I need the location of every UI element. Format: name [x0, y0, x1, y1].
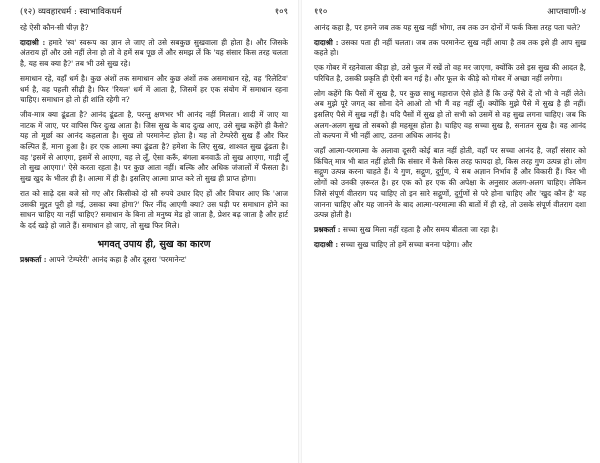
speaker-label: प्रश्नकर्ता :	[314, 224, 341, 234]
left-page-number: १०९	[274, 7, 288, 17]
right-page-number: ११०	[314, 7, 328, 17]
speaker-label: दादाश्री :	[20, 37, 46, 47]
speaker-label: दादाश्री :	[314, 37, 339, 47]
paragraph: एक गोबर में रहनेवाला कीड़ा हो, उसे फूल में रखें तो वह मर जाएगा, क्योंकि उसे इस सुख की आदत है, परिचित है, उसकी प्रकृति ही ऐसी बन गई है। और फूल के कीड़े को गोबर में अच्छा नहीं लगेगा।	[314, 63, 586, 83]
paragraph: दादाश्री : हमारे 'स्व' स्वरूप का ज्ञान ले जाए तो उसे सबकुछ सुखवाला ही होता है। और जिसके अंतराय हों और उसे नहीं लेना हो तो वे हमें सब पूछ लें और समझ लें कि 'यह संसार किस तरह चलता है, यह सब क्या है?' तब भी उसे सुख रहे।	[20, 37, 288, 69]
paragraph: रहे ऐसी कौन-सी चीज़ है?	[20, 23, 89, 32]
paragraph: प्रश्नकर्ता : सच्चा सुख मिला नहीं रहता है और समय बीतता जा रहा है।	[314, 224, 499, 234]
paragraph: जीव-मात्र क्या ढूंढता है? आनंद ढूंढता है, परन्तु क्षणभर भी आनंद नहीं मिलता। शादी में जाए या नाटक में जाए, पर वापिस फिर दुःख आता है। जिस सुख के बाद दुःख आए, उसे सुख कहेंगे ही कैसे? यह तो मूर्छा का आनंद कहलाता है। सुख तो परमानेन्ट होता है। यह तो टेम्परेरी सुख हैं और फिर कल्पित हैं, माना हुआ है। हर एक आत्मा क्या ढूंढता है? हमेशा के लिए सुख, शाश्वत सुख ढूंढता है। वह 'इसमें से आएगा, इसमें से आएगा, यह ले लूँ, ऐसा करूँ, बंगला बनवाऊँ तो सुख आएगा, गाड़ी लूँ तो सुख आएगा।' ऐसे करता रहता है। पर कुछ आता नहीं। बल्कि और अधिक जंजालों में फँसता है। सुख खुद के भीतर ही है। आत्मा में ही है। इसलिए आत्मा प्राप्त करे तो सुख ही प्राप्त होगा।	[20, 109, 288, 184]
right-header	[314, 6, 586, 17]
section-title: भगवत् उपाय ही, सुख का कारण	[97, 238, 211, 250]
paragraph: लोग कहेंगे कि पैसों में सुख है, पर कुछ साधु महाराज ऐसे होते हैं कि उन्हें पैसे दें तो भी वे नहीं लेते। अब मुझे पूरे जगत् का सोना देने आओ तो भी मैं वह नहीं लूँ। क्योंकि मुझे पैसे में सुख है ही नहीं। इसलिए पैसे में सुख नहीं है। यदि पैसों में सुख हो तो सभी को उसमें से वह सुख लगना चाहिए। जब कि अलग-अलग सुख तो सबको ही महसूस होता है। चाहिए वह सच्चा सुख है, सनातन सुख है। वह आनंद तो कल्पना में भी नहीं आए, उतना अधिक आनंद है।	[314, 88, 586, 141]
paragraph: समाधान रहे, वहाँ धर्म है। कुछ अंशों तक समाधान और कुछ अंशों तक असमाधान रहे, वह 'रिलेटिव' धर्म है, वह पहली सीढ़ी है। फिर 'रियल' धर्म में आता है, जिसमें हर एक संयोग में समाधान रहना चाहिए। समाधान हो तो ही शांति रहेगी न?	[20, 73, 288, 105]
paragraph: आनंद कहा है, पर हमने जब तक यह सुख नहीं भोगा, तब तक उन दोनों में फर्क किस तरह पता चले?	[314, 23, 581, 32]
left-header	[20, 6, 288, 17]
speaker-label: दादाश्री :	[314, 239, 339, 249]
left-header-title: (१२) व्यवहारधर्म : स्वाभाविकधर्म	[20, 7, 122, 17]
paragraph: दादाश्री : सच्चा सुख चाहिए तो हमें सच्चा बनना पड़ेगा। और	[314, 239, 473, 249]
right-page	[302, 0, 600, 463]
paragraph: प्रश्नकर्ता : आपने 'टेम्परेरी' आनंद कहा है और दूसरा 'परमानेन्ट'	[20, 254, 187, 264]
paragraph: दादाश्री : उसका पता ही नहीं चलता। जब तक परमानेन्ट सुख नहीं आया है तब तक इसे ही आप सुख कहते हो।	[314, 37, 586, 58]
speaker-label: प्रश्नकर्ता :	[20, 254, 47, 264]
right-header-title: आप्तवाणी-४	[547, 7, 586, 17]
paragraph: रात को साढ़े दस बजे सो गए और किसीको दो सौ रुपये उधार दिए हों और विचार आए कि 'आज उसकी मुद्दत पूरी हो गई, उसका क्या होगा?' फिर नींद आएगी क्या? उस घड़ी पर समाधान होने का साधन चाहिए या नहीं चाहिए? समाधान के बिना तो मनुष्य मेड हो जाता है, प्रेशर बढ़ जाता है और हार्ट के दर्द खड़े हो जाते हैं। समाधान हो जाए, तो सुख फिर मिले।	[20, 188, 288, 230]
paragraph: जहाँ आत्मा-परमात्मा के अलावा दूसरी कोई बात नहीं होती, वहाँ पर सच्चा आनंद है, जहाँ संसार को किंचित् मात्र भी बात नहीं होती कि संसार में कैसे किस तरह फायदा हो, किस तरह गुण उत्पन्न हो। लोग सद्गुण उत्पन्न करना चाहते हैं। ये गुण, सद्गुण, दुर्गुण, ये सब अज्ञान निर्भाव हैं और विकारी हैं। फिर भी लोगों को उनकी ज़रूरत है। हर एक को हर एक की अपेक्षा के अनुसार अलग-अलग चाहिए। लेकिन जिसे संपूर्ण वीतराग पद चाहिए तो इन सारे सद्गुणों, दुर्गुणों से परे होना चाहिए और 'खुद कौन है' यह जानना चाहिए और यह जानने के बाद आत्मा-परमात्मा की बातों में ही रहे, तो उसके संपूर्ण वीतराग दशा उत्पन्न होती है।	[314, 146, 586, 220]
left-page	[0, 0, 298, 463]
